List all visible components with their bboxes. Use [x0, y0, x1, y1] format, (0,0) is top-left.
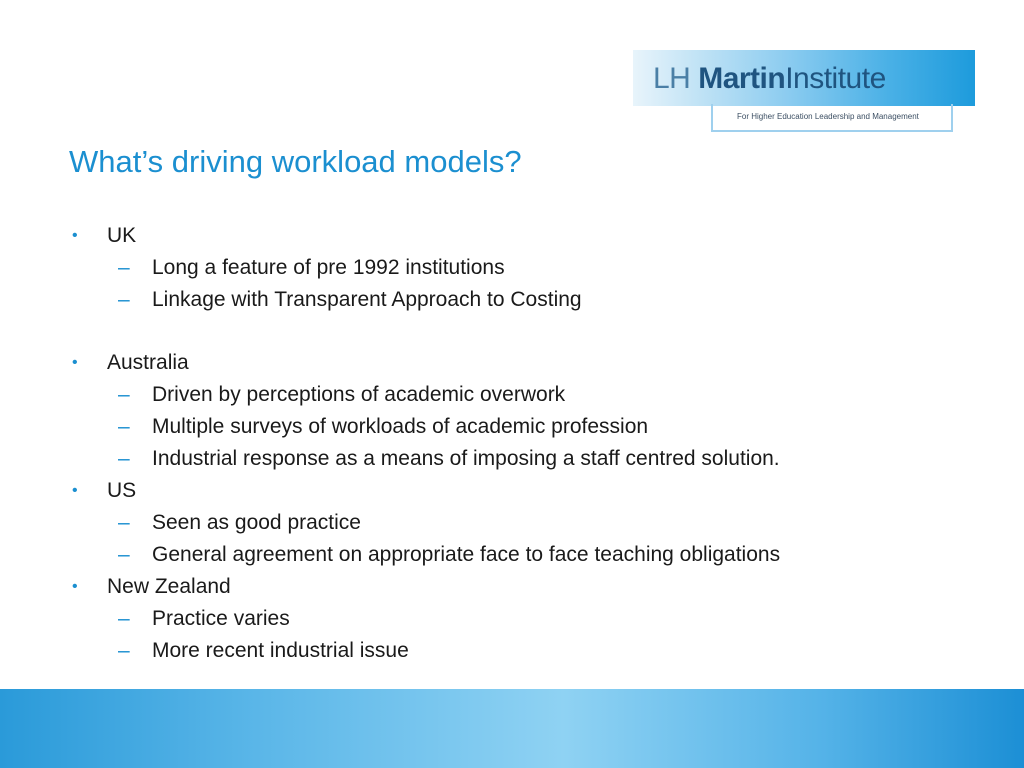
sub-marker: – [118, 543, 130, 566]
sub-item-label: Practice varies [152, 607, 290, 630]
logo-wordmark [653, 63, 886, 95]
sub-item-label: Multiple surveys of workloads of academic profession [152, 415, 649, 438]
sub-marker: – [118, 256, 130, 279]
sub-marker: – [118, 607, 130, 630]
bullet-marker: • [72, 354, 78, 371]
sub-marker: – [118, 288, 130, 311]
slide-title: What’s driving workload models? [69, 144, 522, 179]
logo-institute: Institute [785, 62, 886, 95]
sub-item-label: Driven by perceptions of academic overwork [152, 383, 566, 406]
footer-band [0, 689, 1024, 768]
sub-marker: – [118, 511, 130, 534]
sub-item-label: General agreement on appropriate face to face teaching obligations [152, 543, 781, 566]
sub-item-label: Seen as good practice [152, 511, 361, 534]
sub-item-label: More recent industrial issue [152, 639, 409, 662]
logo-tagline: For Higher Education Leadership and Management [737, 112, 919, 121]
sub-marker: – [118, 639, 130, 662]
sub-item-label: Industrial response as a means of imposing a staff centred solution. [152, 447, 780, 470]
sub-marker: – [118, 415, 130, 438]
sub-item-label: Linkage with Transparent Approach to Costing [152, 288, 582, 311]
bullet-marker: • [72, 482, 78, 499]
bullet-label-australia: Australia [107, 351, 189, 374]
sub-item-label: Long a feature of pre 1992 institutions [152, 256, 505, 279]
sub-marker: – [118, 447, 130, 470]
bullet-marker: • [72, 578, 78, 595]
logo-banner [633, 50, 975, 106]
logo-tagline-frame [711, 104, 953, 132]
bullet-label-uk: UK [107, 224, 137, 247]
sub-marker: – [118, 383, 130, 406]
logo-martin: Martin [698, 62, 786, 95]
bullet-marker: • [72, 227, 78, 244]
bullet-label-new-zealand: New Zealand [107, 575, 231, 598]
bullet-label-us: US [107, 479, 137, 502]
logo-lh: LH [653, 62, 691, 95]
